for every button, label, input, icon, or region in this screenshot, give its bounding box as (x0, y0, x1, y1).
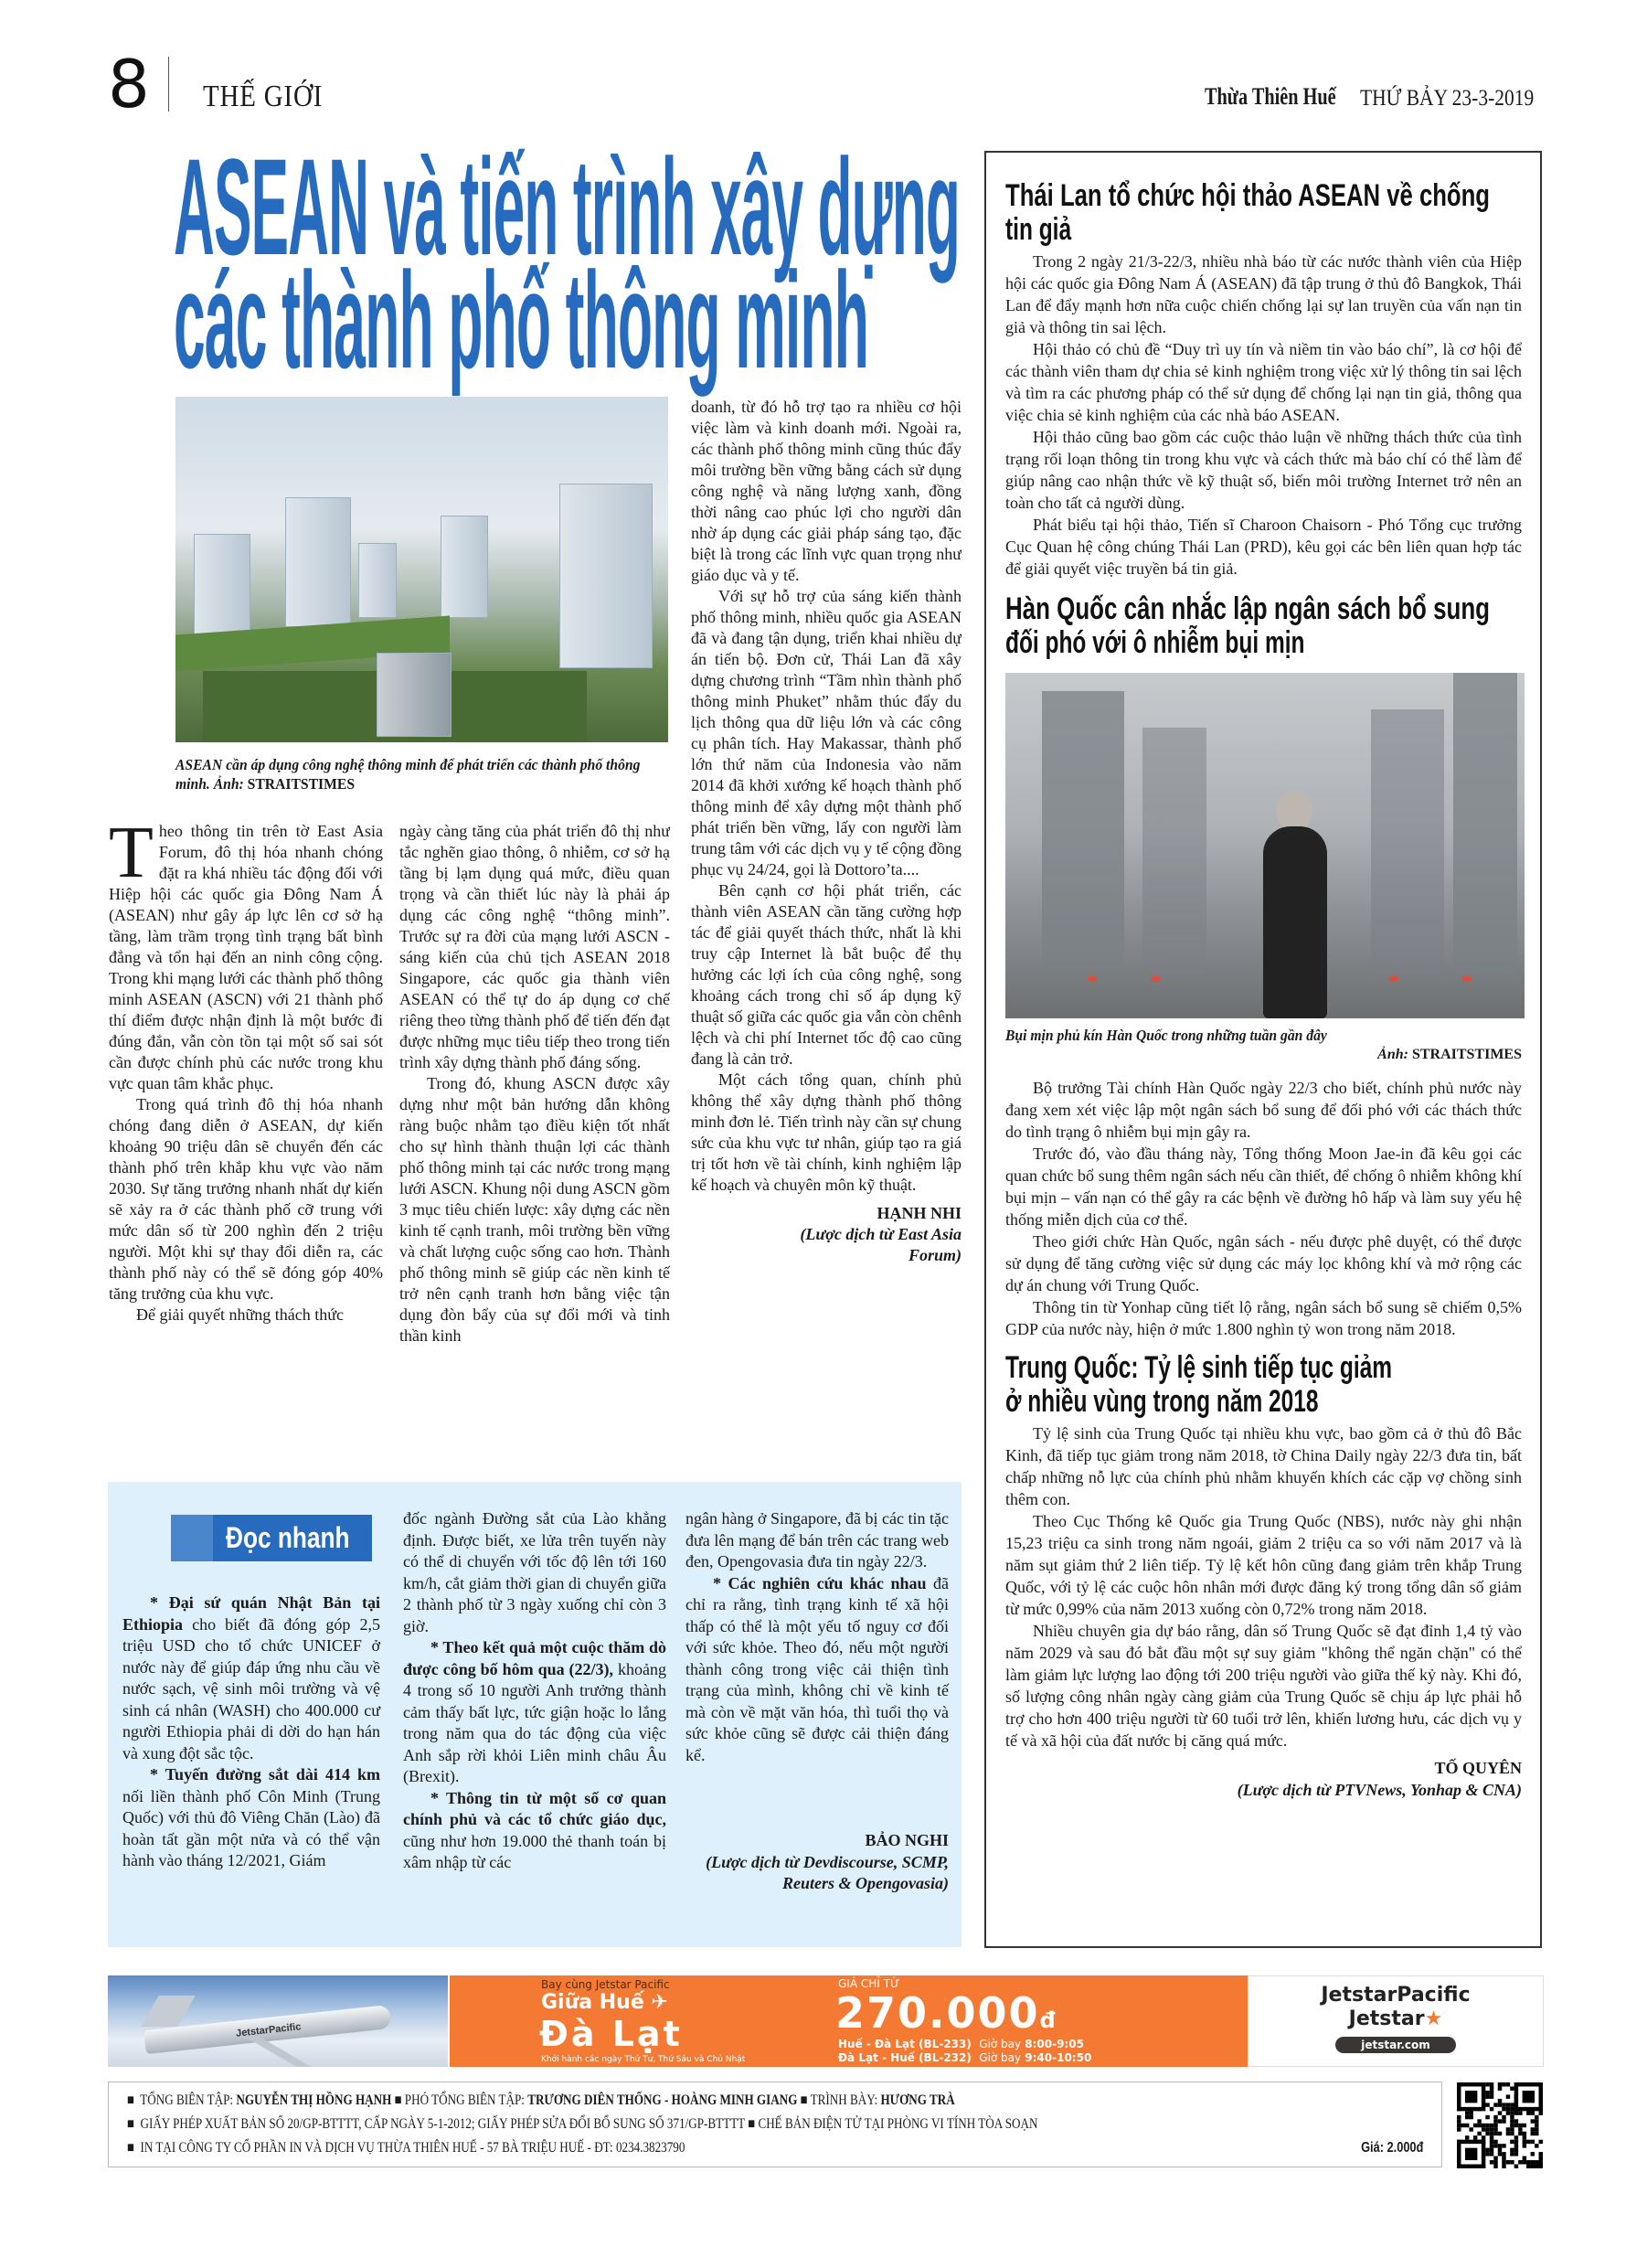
qr-module (1469, 2115, 1472, 2119)
ad-airplane-photo[interactable]: JetstarPacific (108, 1975, 448, 2067)
qr-module (1535, 2144, 1538, 2147)
qr-module (1485, 2115, 1489, 2119)
price: Giá: 2.000đ (1360, 2140, 1423, 2156)
qr-module (1518, 2160, 1522, 2164)
source: (Lược dịch từ PTVNews, Yonhap & CNA) (1237, 1781, 1522, 1799)
qr-module (1523, 2132, 1526, 2135)
qr-module (1506, 2132, 1510, 2135)
korea-image-credit: Ảnh: STRAITSTIMES (1377, 1047, 1522, 1062)
qr-module (1535, 2124, 1538, 2127)
qr-module (1514, 2140, 1518, 2144)
qr-module (1482, 2127, 1485, 2131)
quick-read-column-1 (122, 1592, 380, 1872)
qr-module (1523, 2140, 1526, 2144)
qr-module (1506, 2111, 1510, 2114)
qr-module (1502, 2103, 1505, 2106)
page-number: 8 (108, 46, 150, 122)
qr-module (1498, 2099, 1502, 2103)
qr-module (1482, 2135, 1485, 2139)
paragraph: Để giải quyết những thách thức (136, 1305, 344, 1324)
qr-module (1518, 2127, 1522, 2131)
website-button[interactable]: jetstar.com (1335, 2037, 1456, 2053)
qr-module (1490, 2124, 1493, 2127)
qr-module (1493, 2103, 1497, 2106)
qr-module (1482, 2124, 1485, 2127)
qr-module (1539, 2152, 1543, 2156)
qr-module (1531, 2119, 1535, 2123)
qr-module (1502, 2144, 1505, 2147)
paragraph: doanh, từ đó hỗ trợ tạo ra nhiều cơ hội việc làm và kinh doanh mới. Ngoài ra, các thành phố thông minh cũng thúc đẩy môi trường bền vững bằng cách sử dụng công nghệ và năng lượng xanh, đồng thời nâng cao phúc lợi cho người dân nhờ áp dụng các giải pháp sáng tạo, đặc biệt là trong các lĩnh vực quan trọng như giáo dục và y tế. (691, 398, 962, 584)
qr-module (1506, 2094, 1510, 2098)
qr-module (1510, 2115, 1514, 2119)
china-headline: Trung Quốc: Tỷ lệ sinh tiếp tục giảm (1005, 1350, 1392, 1385)
qr-module (1473, 2124, 1477, 2127)
qr-module (1469, 2111, 1472, 2114)
qr-module (1523, 2160, 1526, 2164)
news-item: * Đại sứ quán Nhật Bản tại Ethiopia cho biết đã đóng góp 2,5 triệu USD cho tổ chức UNICEF ở nước này để giúp đáp ứng nhu cầu về nước sạch, vệ sinh môi trường và vệ sinh cá nhân (WASH) cho 400.000 cư người Ethiopia phải di dời do hạn hán và xung đột sắc tộc. (122, 1593, 380, 1762)
source: (Lược dịch từ Devdiscourse, SCMP, Reuters & Opengovasia) (706, 1852, 949, 1892)
qr-module (1457, 2115, 1461, 2119)
qr-module (1493, 2132, 1497, 2135)
fine-dust-photo (1005, 673, 1525, 1018)
paragraph: Bên cạnh cơ hội phát triển, các thành viên ASEAN cần tăng cường hợp tác để giải quyết thách thức, nhất là khi truy cập Internet là bắt buộc để thụ hưởng các lợi ích của công nghệ, song khoảng cách trong chỉ số áp dụng kỹ thuật số giữa các quốc gia vẫn còn chênh lệch và chi phí Internet tốc độ cao cũng đang là cản trở. (691, 881, 962, 1068)
qr-module (1506, 2107, 1510, 2111)
qr-module (1535, 2160, 1538, 2164)
qr-module (1510, 2111, 1514, 2114)
qr-module (1465, 2124, 1469, 2127)
qr-module (1498, 2111, 1502, 2114)
qr-module (1461, 2124, 1464, 2127)
qr-module (1514, 2119, 1518, 2123)
masthead-footer: ■ TỔNG BIÊN TẬP: NGUYỄN THỊ HỒNG HẠNH ■ PHÓ TỔNG BIÊN TẬP: TRƯƠNG DIÊN THỐNG - HOÀNG MINH GIANG ■ TRÌNH BÀY: HƯƠNG TRÀ ■ GIẤY PHÉP XUẤT BẢN SỐ 20/GP-BTTTT, CẤP NGÀY 5-1-2012; GIẤY PHÉP SỬA ĐỔI BỔ SUNG SỐ 371/GP-BTTTT ■ CHẾ BẢN ĐIỆN TỬ TẠI PHÒNG VI TÍNH TÒA SOẠN ■ IN TẠI CÔNG TY CỔ PHẦN IN VÀ DỊCH VỤ THỪA THIÊN HUẾ - 57 BÀ TRIỆU HUẾ - ĐT: 0234.3823790 Giá: 2.000đ (108, 2082, 1442, 2167)
qr-module (1498, 2103, 1502, 2106)
qr-module (1485, 2103, 1489, 2106)
article-column-1: Theo thông tin trên tờ East Asia Forum, đô thị hóa nhanh chóng đặt ra khá nhiều tác động đối với Hiệp hội các quốc gia Đông Nam Á (ASEAN) như gây áp lực lên cơ sở hạ tầng, làm trầm trọng tình trạng bất bình đẳng và tổn hại đến an ninh công cộng. Trong khi mạng lưới các thành phố thông minh ASEAN (ASCN) với 21 thành phố thí điểm được nhận định là một bước đi đúng đắn, vẫn còn tồn tại một số sai sót cần được chính phủ các nước trong khu vực quan tâm khắc phục. Trong quá trình đô thị hóa nhanh chóng đang diễn ở ASEAN, dự kiến khoảng 90 triệu dân sẽ chuyển đến các thành phố trên khắp khu vực vào năm 2030. Sự tăng trưởng nhanh nhất dự kiến sẽ xảy ra ở các thành phố cỡ trung với mức dân số từ 200 nghìn đến 2 triệu người. Một khi sự thay đổi diễn ra, các thành phố này có thể sẽ đóng góp 40% tăng trưởng của khu vực. Để giải quyết những thách thức (109, 821, 383, 1324)
news-item: * Thông tin từ một số cơ quan chính phủ và các tổ chức giáo dục, cũng như hơn 19.000 thẻ thanh toán bị xâm nhập từ các (403, 1788, 666, 1871)
qr-module (1531, 2165, 1535, 2168)
qr-module (1510, 2119, 1514, 2123)
qr-module (1477, 2132, 1481, 2135)
source: (Lược dịch từ East Asia Forum) (800, 1225, 962, 1264)
qr-module (1510, 2148, 1514, 2152)
airplane-icon: ✈ (651, 1991, 668, 2014)
qr-module (1502, 2156, 1505, 2160)
qr-module (1498, 2119, 1502, 2123)
thai-article-body: Trong 2 ngày 21/3-22/3, nhiều nhà báo từ các nước thành viên của Hiệp hội các quốc gia Đông Nam Á (ASEAN) đã tập trung ở thủ đô Bangkok, Thái Lan để đẩy mạnh hơn nữa cuộc chiến chống lại sự lan truyền của vấn nạn tin giả và thông tin sai lệch. Hội thảo có chủ đề “Duy trì uy tín và niềm tin vào báo chí”, là cơ hội để các thành viên tham dự chia sẻ kinh nghiệm trong việc xử lý thông tin sai lệch và tìm ra các phương pháp có thể sử dụng để chống lại nạn tin giả, thông qua việc chia sẻ kinh nghiệm của các nhà báo ASEAN. Hội thảo cũng bao gồm các cuộc thảo luận về những thách thức của tình trạng rối loạn thông tin trong khu vực và cách thức mà báo chí có thể làm để giúp nâng cao nhận thức về kỹ thuật số, biến môi trường Internet trở nên an toàn cho tất cả người dùng. Phát biểu tại hội thảo, Tiến sĩ Charoon Chaisorn - Phó Tổng cục trưởng Cục Quan hệ công chúng Thái Lan (PRD), kêu gọi các bên liên quan hợp tác để giải quyết việc truyền bá tin giả. (1005, 252, 1522, 578)
qr-module (1498, 2082, 1502, 2086)
qr-module (1498, 2152, 1502, 2156)
qr-module (1502, 2082, 1505, 2086)
qr-module (1531, 2160, 1535, 2164)
qr-module (1457, 2124, 1461, 2127)
china-article-body: Tỷ lệ sinh của Trung Quốc tại nhiều khu vực, bao gồm cả ở thủ đô Bắc Kinh, đã tiếp tục giảm trong năm 2018, tờ China Daily ngày 22/3 đưa tin, bất chấp những nỗ lực của chính phủ nhằm khuyến khích các cặp vợ chồng sinh thêm con. Theo Cục Thống kê Quốc gia Trung Quốc (NBS), nước này ghi nhận 15,23 triệu ca sinh trong năm ngoái, giảm 2 triệu ca so với năm 2017 và là năm sụt giảm thứ 2 liên tiếp. Tỷ lệ kết hôn cũng đang giảm trên khắp Trung Quốc, với tỷ lệ các cuộc hôn nhân mới được đăng ký trong tổng dân số giảm từ mức 0,99% của năm 2013 xuống còn 0,72% trong năm 2018. Nhiều chuyên gia dự báo rằng, dân số Trung Quốc sẽ đạt đỉnh 1,4 tỷ vào năm 2029 và sau đó bắt đầu một sự suy giảm "không thể ngăn chặn" có thể làm giảm lực lượng lao động tới 200 triệu người vào giữa thế kỷ này. Khi đó, số lượng công nhân ngày càng giảm của Trung Quốc sẽ chịu áp lực phải hỗ trợ cho hơn 400 triệu người từ 60 tuổi trở lên, khiến lương hưu, các dịch vụ y tế và xã hội của đất nước bị căng quá mức. TỐ QUYÊN (Lược dịch từ PTVNews, Yonhap & CNA) (1005, 1424, 1522, 1799)
qr-module (1493, 2119, 1497, 2123)
paragraph: Với sự hỗ trợ của sáng kiến thành phố thông minh, nhiều quốc gia ASEAN đã và đang tận dụng, triển khai nhiều dự án tiến bộ. Đơn cử, Thái Lan đã xây dựng chương trình “Tầm nhìn thành phố thông minh Phuket” nhằm thúc đẩy du lịch thông qua dữ liệu lớn và các công cụ phân tích. Hay Makassar, thành phố lớn thứ năm của Indonesia vào năm 2014 đã khởi xướng kế hoạch thành phố thông minh để xây dựng một thành phố phát triển bền vững, lấy con người làm trung tâm với các dịch vụ y tế cộng đồng phục vụ 24/24, gọi là Dottoro’ta.... (691, 587, 962, 878)
qr-module (1485, 2091, 1489, 2094)
qr-module (1493, 2140, 1497, 2144)
article-column-3 (691, 397, 962, 1457)
qr-module (1514, 2135, 1518, 2139)
news-item: đốc ngành Đường sắt của Lào khẳng định. Được biết, xe lửa trên tuyến này có thể di chuyển với tốc độ lên tới 160 km/h, cắt giảm thời gian di chuyển giữa 2 thành phố từ 3 ngày xuống chỉ còn 3 giờ. (403, 1509, 666, 1635)
thai-headline: Thái Lan tổ chức hội thảo ASEAN về chống (1005, 178, 1490, 213)
qr-module (1490, 2082, 1493, 2086)
header-divider (168, 57, 169, 112)
qr-module (1539, 2140, 1543, 2144)
qr-module (1493, 2115, 1497, 2119)
qr-module (1506, 2160, 1510, 2164)
qr-module (1490, 2144, 1493, 2147)
main-image-caption: ASEAN cần áp dụng công nghệ thông minh để phát triển các thành phố thông minh. Ảnh: STRAITSTIMES (175, 756, 641, 793)
drop-cap: T (109, 821, 154, 893)
qr-module (1498, 2148, 1502, 2152)
qr-module (1490, 2140, 1493, 2144)
qr-module (1465, 2111, 1469, 2114)
qr-module (1526, 2111, 1530, 2114)
qr-module (1490, 2132, 1493, 2135)
quick-read-column-3 (685, 1508, 949, 1895)
paragraph: Một cách tổng quan, chính phủ không thể xây dựng thành phố thông minh đơn lẻ. Tiến trình này cần sự chung sức của khu vực tư nhân, giúp tạo ra giá trị tốt hơn về tài chính, kinh nghiệm lập kế hoạch và chuyên môn kỹ thuật. (691, 1070, 962, 1194)
qr-module (1502, 2160, 1505, 2164)
qr-module (1465, 2091, 1477, 2103)
qr-module (1493, 2127, 1497, 2131)
qr-module (1502, 2115, 1505, 2119)
newspaper-name: Thừa Thiên Huế (1205, 83, 1336, 110)
issue-date: THỨ BẢY 23-3-2019 (1360, 86, 1535, 111)
qr-module (1535, 2165, 1538, 2168)
author: HẠNH NHI (877, 1204, 962, 1222)
qr-module (1510, 2107, 1514, 2111)
qr-module (1510, 2103, 1514, 2106)
paragraph: Trong đó, khung ASCN được xây dựng như một bản hướng dẫn không ràng buộc nhằm tạo điều kiện tốt nhất cho sự hình thành thuận lợi các thành phố thông minh tại các nước trong mạng lưới ASCN. Khung nội dung ASCN gồm 3 mục tiêu chiến lược: xây dựng các nền kinh tế cạnh tranh, môi trường bền vững và chất lượng cuộc sống cao hơn. Thành phố thông minh sẽ giúp các nền kinh tế trở nên cạnh tranh hơn bằng việc tận dụng đòn bẩy của sự đổi mới và tinh thần kinh (399, 1074, 670, 1345)
jetstar-logo: Jetstar★ (1348, 2007, 1443, 2030)
qr-module (1465, 2148, 1477, 2160)
qr-module (1531, 2127, 1535, 2131)
qr-module (1523, 2156, 1526, 2160)
paragraph: Trong quá trình đô thị hóa nhanh chóng đang diễn ở ASEAN, dự kiến khoảng 90 triệu dân sẽ chuyển đến các thành phố trên khắp khu vực vào năm 2030. Sự tăng trưởng nhanh nhất dự kiến sẽ xảy ra ở các thành phố cỡ trung với mức dân số từ 200 nghìn đến 2 triệu người. Một khi sự thay đổi diễn ra, các thành phố này có thể sẽ đóng góp 40% tăng trưởng của khu vực. (109, 1095, 383, 1303)
qr-module (1457, 2127, 1461, 2131)
qr-module (1493, 2124, 1497, 2127)
qr-module (1506, 2082, 1510, 2086)
author: TỐ QUYÊN (1434, 1759, 1522, 1777)
qr-module (1490, 2127, 1493, 2131)
qr-module (1514, 2111, 1518, 2114)
qr-module (1490, 2152, 1493, 2156)
qr-module (1493, 2156, 1497, 2160)
qr-module (1502, 2165, 1505, 2168)
qr-code[interactable] (1457, 2082, 1543, 2169)
qr-module (1510, 2152, 1514, 2156)
qr-module (1485, 2148, 1489, 2152)
star-icon: ★ (1424, 2007, 1443, 2030)
author: BẢO NGHI (865, 1831, 949, 1849)
qr-module (1490, 2160, 1493, 2164)
news-item: * Tuyến đường sắt dài 414 km nối liền thành phố Côn Minh (Trung Quốc) với thủ đô Viêng Chăn (Lào) đã hoàn tất gần một nửa và có thể vận hành vào tháng 12/2021, Giám (122, 1765, 380, 1869)
qr-module (1506, 2127, 1510, 2131)
qr-module (1510, 2132, 1514, 2135)
qr-module (1457, 2119, 1461, 2123)
qr-module (1485, 2132, 1489, 2135)
qr-module (1498, 2144, 1502, 2147)
qr-module (1490, 2091, 1493, 2094)
article-column-2 (399, 821, 670, 1461)
qr-module (1477, 2119, 1481, 2123)
qr-module (1473, 2135, 1477, 2139)
korea-headline: Hàn Quốc cân nhắc lập ngân sách bổ sung (1005, 591, 1490, 626)
qr-module (1523, 2124, 1526, 2127)
qr-module (1514, 2152, 1518, 2156)
thai-headline-line2: tin giả (1005, 212, 1072, 247)
qr-module (1493, 2144, 1497, 2147)
paragraph: ngày càng tăng của phát triển đô thị như tắc nghẽn giao thông, ô nhiễm, cơ sở hạ tầng bị lạm dụng quá mức, điều quan trọng và cần thiết lúc này là phải áp dụng các công nghệ “thông minh”. Trước sự ra đời của mạng lưới ASCN - sáng kiến của chủ tịch ASEAN 2018 Singapore, các quốc gia thành viên ASEAN có thể tự do áp dụng cơ chế riêng theo từng thành phố để tiến đến đạt được những mục tiêu tiếp theo trong tiến trình xây dựng thành phố đáng sống. (399, 822, 670, 1071)
main-headline-line1: ASEAN và tiến trình xây dựng (174, 130, 960, 283)
qr-module (1485, 2127, 1489, 2131)
qr-module (1523, 2144, 1526, 2147)
qr-module (1485, 2152, 1489, 2156)
quick-read-column-2 (403, 1508, 666, 1874)
qr-module (1506, 2103, 1510, 2106)
main-headline-line2: các thành phố thông minh (174, 243, 868, 397)
qr-module (1465, 2135, 1469, 2139)
qr-module (1510, 2086, 1514, 2090)
qr-module (1526, 2165, 1530, 2168)
qr-module (1465, 2115, 1469, 2119)
qr-module (1526, 2140, 1530, 2144)
qr-module (1490, 2107, 1493, 2111)
qr-module (1490, 2148, 1493, 2152)
qr-module (1498, 2086, 1502, 2090)
qr-module (1523, 2135, 1526, 2139)
qr-module (1502, 2152, 1505, 2156)
qr-module (1531, 2152, 1535, 2156)
qr-module (1518, 2124, 1522, 2127)
world-news-content (1005, 179, 1522, 1801)
korea-headline-line2: đối phó với ô nhiễm bụi mịn (1005, 625, 1305, 660)
qr-module (1493, 2160, 1497, 2164)
qr-module (1477, 2124, 1481, 2127)
qr-module (1490, 2135, 1493, 2139)
qr-module (1485, 2094, 1489, 2098)
qr-module (1518, 2132, 1522, 2135)
qr-module (1539, 2156, 1543, 2160)
korea-image-caption: Bụi mịn phủ kín Hàn Quốc trong những tuần gần đây (1005, 1027, 1327, 1044)
qr-module (1510, 2140, 1514, 2144)
qr-module (1535, 2127, 1538, 2131)
korea-article-body: Bộ trưởng Tài chính Hàn Quốc ngày 22/3 cho biết, chính phủ nước này đang xem xét việc lập một ngân sách bổ sung để đối phó với các thách thức do tình trạng ô nhiễm bụi mịn gây ra. Trước đó, vào đầu tháng này, Tổng thống Moon Jae-in đã kêu gọi các quan chức bổ sung thêm ngân sách nếu cần thiết, để chống ô nhiễm không khí bụi mịn – vấn nạn có thể gây ra các bệnh về đường hô hấp và làm suy yếu hệ thống miễn dịch của cơ thể. Theo giới chức Hàn Quốc, ngân sách - nếu được phê duyệt, có thể được sử dụng để tăng cường việc sử dụng các máy lọc không khí và mở rộng các dự án chung với Trung Quốc. Thông tin từ Yonhap cũng tiết lộ rằng, ngân sách bổ sung sẽ chiếm 0,5% GDP của nước này, hiện ở mức 1.800 nghìn tỷ won trong năm 2018. (1005, 1079, 1522, 1338)
qr-module (1539, 2165, 1543, 2168)
qr-module (1531, 2111, 1535, 2114)
qr-module (1490, 2094, 1493, 2098)
jetstar-logo-panel[interactable] (1248, 1975, 1544, 2067)
qr-module (1498, 2132, 1502, 2135)
qr-module (1514, 2148, 1518, 2152)
qr-module (1502, 2119, 1505, 2123)
qr-module (1531, 2132, 1535, 2135)
qr-module (1523, 2091, 1535, 2103)
qr-module (1539, 2111, 1543, 2114)
qr-module (1535, 2119, 1538, 2123)
qr-module (1535, 2115, 1538, 2119)
qr-module (1490, 2086, 1493, 2090)
qr-module (1518, 2111, 1522, 2114)
section-title: THẾ GIỚI (203, 80, 324, 113)
qr-module (1493, 2165, 1497, 2168)
news-item: ngân hàng ở Singapore, đã bị các tin tặc đưa lên mạng để bán trên các trang web đen, Opengovasia đưa tin ngày 22/3. (685, 1509, 949, 1571)
qr-module (1510, 2160, 1514, 2164)
qr-module (1535, 2132, 1538, 2135)
china-headline-line2: ở nhiều vùng trong năm 2018 (1005, 1384, 1319, 1419)
news-item: * Theo kết quả một cuộc thăm dò được công bố hôm qua (22/3), khoảng 4 trong số 10 người Anh trưởng thành cảm thấy bất lực, tức giận hoặc lo lắng trong năm qua do tác động của việc Anh sắp rời khỏi Liên minh châu Âu (Brexit). (403, 1638, 667, 1785)
qr-module (1510, 2127, 1514, 2131)
quick-read-badge: Đọc nhanh (171, 1515, 372, 1561)
qr-module (1539, 2160, 1543, 2164)
qr-module (1502, 2107, 1505, 2111)
qr-module (1469, 2127, 1472, 2131)
qr-module (1514, 2144, 1518, 2147)
qr-module (1510, 2124, 1514, 2127)
qr-module (1485, 2082, 1489, 2086)
qr-module (1514, 2124, 1518, 2127)
qr-module (1485, 2124, 1489, 2127)
ad-banner[interactable]: Bay cùng Jetstar Pacific Giữa Huế ✈ Đà Lạt Khởi hành các ngày Thứ Tư, Thứ Sáu và Chủ Nhật GIÁ CHỈ TỪ 270.000đ Huế - Đà Lạt (BL-233) Giờ bay 8:00-9:05 Đà Lạt - Huế (BL-232) Giờ bay 9:40-10:50 (450, 1975, 1248, 2067)
qr-module (1526, 2160, 1530, 2164)
news-item: * Các nghiên cứu khác nhau đã chỉ ra rằng, tình trạng kinh tế xã hội thấp có thể là một yếu tố nguy cơ đối với sức khỏe. Theo đó, nếu một người thành công trong việc cải thiện tình trạng của mình, không chỉ về kinh tế mà còn về mặt văn hóa, thì tuổi thọ và sức khỏe cũng sẽ được cải thiện đáng kể. (685, 1573, 949, 1764)
qr-module (1531, 2140, 1535, 2144)
jetstar-pacific-logo: JetstarPacific (1321, 1984, 1471, 2007)
qr-module (1514, 2165, 1518, 2168)
smart-city-photo (175, 397, 668, 742)
